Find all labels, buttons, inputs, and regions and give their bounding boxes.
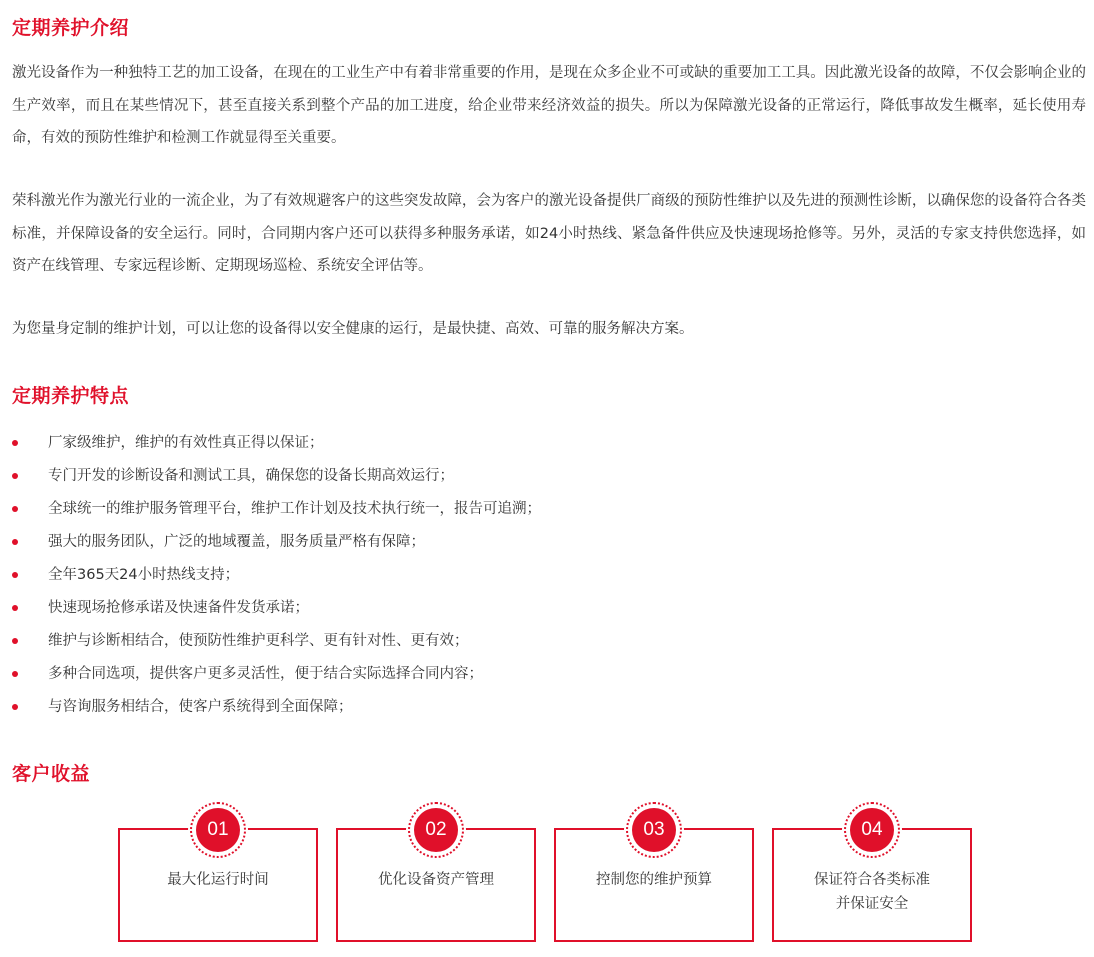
benefit-card-3 (554, 819, 754, 942)
list-item (12, 658, 1086, 691)
benefit-card-4 (772, 819, 972, 942)
list-item (12, 427, 1086, 460)
list-item (12, 526, 1086, 559)
benefit-number: 03 (632, 808, 676, 852)
intro-paragraph-1: 激光设备作为一种独特工艺的加工设备，在现在的工业生产中有着非常重要的作用，是现在众多企业不可或缺的重要加工工具。因此激光设备的故障，不仅会影响企业的生产效率，而且在某些情况下，甚至直接关系到整个产品的加工进度，给企业带来经济效益的损失。所以为保障激光设备的正常运行，降低事故发生概率，延长使用寿命，有效的预防性维护和检测工作就显得至关重要。 (12, 65, 1086, 146)
list-item (12, 493, 1086, 526)
list-item (12, 460, 1086, 493)
benefit-card-2 (336, 819, 536, 942)
bullet-dot-icon (12, 638, 18, 644)
features-title: 定期养护特点 (12, 385, 130, 407)
benefit-text: 优化设备资产管理 (378, 872, 494, 888)
bullet-dot-icon (12, 605, 18, 611)
intro-paragraph-3: 为您量身定制的维护计划，可以让您的设备得以安全健康的运行，是最快捷、高效、可靠的服务解决方案。 (12, 321, 694, 337)
feature-text: 全年365天24小时热线支持； (48, 567, 240, 583)
benefit-number: 02 (414, 808, 458, 852)
bullet-dot-icon (12, 671, 18, 677)
features-list (12, 427, 1086, 724)
number-badge (624, 800, 684, 860)
intro-paragraph-2: 荣科激光作为激光行业的一流企业，为了有效规避客户的这些突发故障，会为客户的激光设备提供厂商级的预防性维护以及先进的预测性诊断，以确保您的设备符合各类标准，并保障设备的安全运行。同时，合同期内客户还可以获得多种服务承诺，如24小时热线、紧急备件供应及快速现场抢修等。另外，灵活的专家支持供您选择，如资产在线管理、专家远程诊断、定期现场巡检、系统安全评估等。 (12, 193, 1086, 274)
benefit-text: 控制您的维护预算 (596, 872, 712, 888)
number-badge (842, 800, 902, 860)
list-item (12, 559, 1086, 592)
feature-text: 专门开发的诊断设备和测试工具，确保您的设备长期高效运行； (48, 468, 454, 484)
list-item (12, 691, 1086, 724)
number-badge (188, 800, 248, 860)
bullet-dot-icon (12, 440, 18, 446)
benefit-text: 保证符合各类标准 并保证安全 (814, 872, 930, 912)
bullet-dot-icon (12, 704, 18, 710)
feature-text: 全球统一的维护服务管理平台，维护工作计划及技术执行统一，报告可追溯； (48, 501, 541, 517)
benefit-text: 最大化运行时间 (167, 872, 269, 888)
bullet-dot-icon (12, 539, 18, 545)
feature-text: 多种合同选项，提供客户更多灵活性，便于结合实际选择合同内容； (48, 666, 483, 682)
benefits-title: 客户收益 (12, 763, 91, 785)
bullet-dot-icon (12, 473, 18, 479)
feature-text: 强大的服务团队，广泛的地域覆盖，服务质量严格有保障； (48, 534, 425, 550)
benefits-cards (0, 800, 1094, 950)
list-item (12, 625, 1086, 658)
feature-text: 厂家级维护，维护的有效性真正得以保证； (48, 435, 324, 451)
feature-text: 快速现场抢修承诺及快速备件发货承诺； (48, 600, 309, 616)
bullet-dot-icon (12, 506, 18, 512)
benefit-card-1 (118, 819, 318, 942)
benefit-number: 04 (850, 808, 894, 852)
list-item (12, 592, 1086, 625)
bullet-dot-icon (12, 572, 18, 578)
feature-text: 维护与诊断相结合，使预防性维护更科学、更有针对性、更有效； (48, 633, 469, 649)
benefit-number: 01 (196, 808, 240, 852)
number-badge (406, 800, 466, 860)
feature-text: 与咨询服务相结合，使客户系统得到全面保障； (48, 699, 353, 715)
intro-title: 定期养护介绍 (12, 17, 130, 39)
